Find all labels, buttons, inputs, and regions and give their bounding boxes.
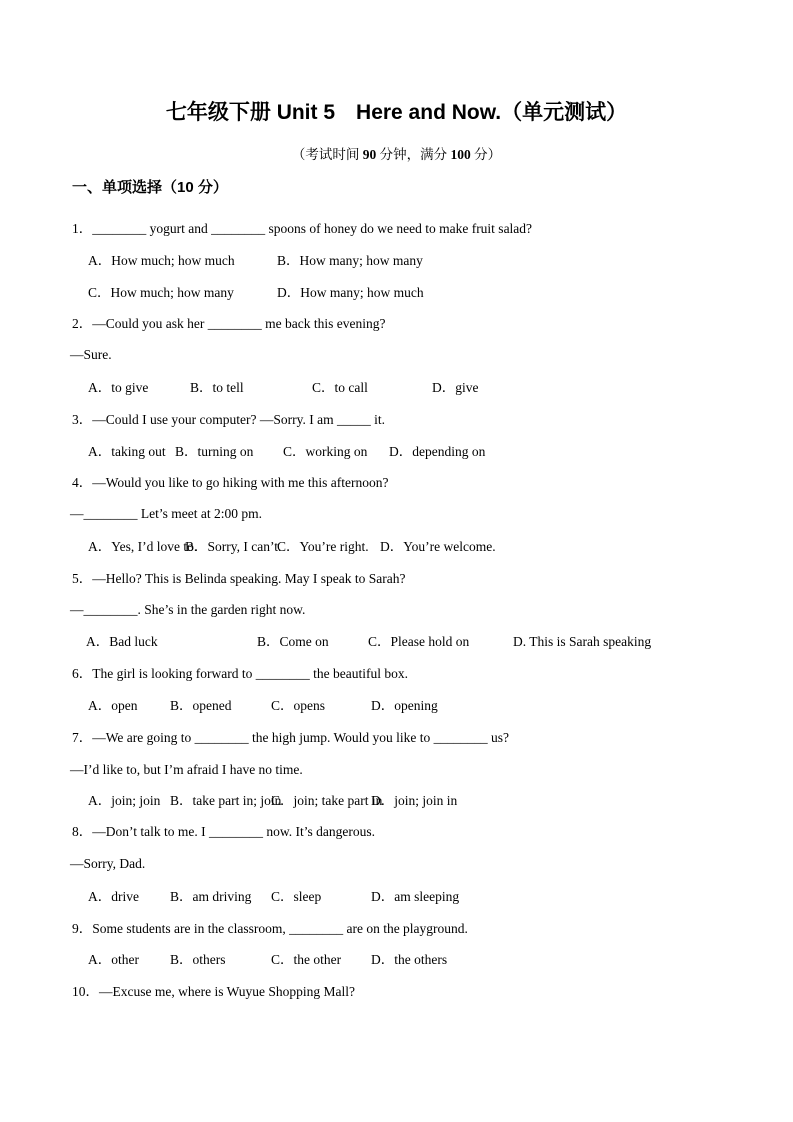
question-2-option-a: A．to give	[88, 380, 149, 395]
question-9-option-c: C．the other	[271, 952, 342, 967]
question-5-option-d: D. This is Sarah speaking	[513, 634, 652, 649]
question-6-option-b: B．opened	[170, 698, 232, 713]
question-2-option-c: C．to call	[312, 380, 368, 395]
question-8-option-b: B．am driving	[170, 889, 252, 904]
question-9-option-d: D．the others	[371, 952, 448, 967]
question-5-option-a: A．Bad luck	[86, 634, 158, 649]
subtitle-minutes: 90	[362, 147, 377, 162]
question-7-option-b: B．take part in; join	[170, 793, 282, 808]
question-5-reply: —________. She’s in the garden right now.	[70, 602, 306, 617]
question-4-option-a: A．Yes, I’d love to.	[88, 539, 198, 554]
question-9-option-b: B．others	[170, 952, 226, 967]
question-3-option-b: B．turning on	[175, 444, 254, 459]
question-1-stem: 1．________ yogurt and ________ spoons of honey do we need to make fruit salad?	[72, 221, 533, 236]
question-8-stem: 8．—Don’t talk to me. I ________ now. It’s dangerous.	[72, 824, 375, 839]
question-2-reply: —Sure.	[70, 347, 112, 362]
question-2-option-d: D．give	[432, 380, 479, 395]
subtitle-text-1: （考试时间	[291, 147, 363, 162]
question-3-option-a: A．taking out	[88, 444, 166, 459]
question-5-option-b: B．Come on	[257, 634, 329, 649]
section-heading: 一、单项选择（10 分）	[72, 179, 228, 196]
question-7-option-c: C．join; take part in	[271, 793, 383, 808]
question-4-option-b: B．Sorry, I can’t.	[185, 539, 282, 554]
question-4-option-c: C．You’re right.	[277, 539, 369, 554]
question-8-option-d: D．am sleeping	[371, 889, 460, 904]
question-4-option-d: D．You’re welcome.	[380, 539, 496, 554]
exam-title: 七年级下册 Unit 5 Here and Now.（单元测试）	[165, 101, 628, 124]
question-1-option-a: A．How much; how much	[88, 253, 235, 268]
question-7-option-d: D．join; join in	[371, 793, 458, 808]
question-7-option-a: A．join; join	[88, 793, 161, 808]
question-6-option-c: C．opens	[271, 698, 325, 713]
question-9-stem: 9．Some students are in the classroom, ________ are on the playground.	[72, 921, 468, 936]
question-2-stem: 2．—Could you ask her ________ me back this evening?	[72, 316, 386, 331]
question-1-option-c: C．How much; how many	[88, 285, 234, 300]
question-3-option-d: D．depending on	[389, 444, 486, 459]
question-4-reply: —________ Let’s meet at 2:00 pm.	[70, 506, 262, 521]
question-2-option-b: B．to tell	[190, 380, 244, 395]
question-1-option-d: D．How many; how much	[277, 285, 424, 300]
exam-subtitle	[0, 146, 793, 164]
question-1-option-b: B．How many; how many	[277, 253, 423, 268]
question-8-option-c: C．sleep	[271, 889, 322, 904]
question-4-stem: 4．—Would you like to go hiking with me this afternoon?	[72, 475, 389, 490]
question-6-stem: 6．The girl is looking forward to ________ the beautiful box.	[72, 666, 408, 681]
question-5-stem: 5．—Hello? This is Belinda speaking. May I speak to Sarah?	[72, 571, 406, 586]
question-3-option-c: C．working on	[283, 444, 368, 459]
question-8-option-a: A．drive	[88, 889, 139, 904]
subtitle-score: 100	[450, 147, 471, 162]
subtitle-text-3: 分）	[470, 147, 502, 162]
question-8-reply: —Sorry, Dad.	[70, 856, 146, 871]
question-6-option-a: A．open	[88, 698, 138, 713]
question-7-stem: 7．—We are going to ________ the high jump. Would you like to ________ us?	[72, 730, 510, 745]
question-5-option-c: C．Please hold on	[368, 634, 470, 649]
question-9-option-a: A．other	[88, 952, 139, 967]
subtitle-text-2: 分钟，满分	[376, 147, 451, 162]
question-6-option-d: D．opening	[371, 698, 438, 713]
question-10-stem: 10．—Excuse me, where is Wuyue Shopping Mall?	[72, 984, 356, 999]
question-7-reply: —I’d like to, but I’m afraid I have no time.	[70, 762, 303, 777]
question-3-stem: 3．—Could I use your computer? —Sorry. I am _____ it.	[72, 412, 385, 427]
